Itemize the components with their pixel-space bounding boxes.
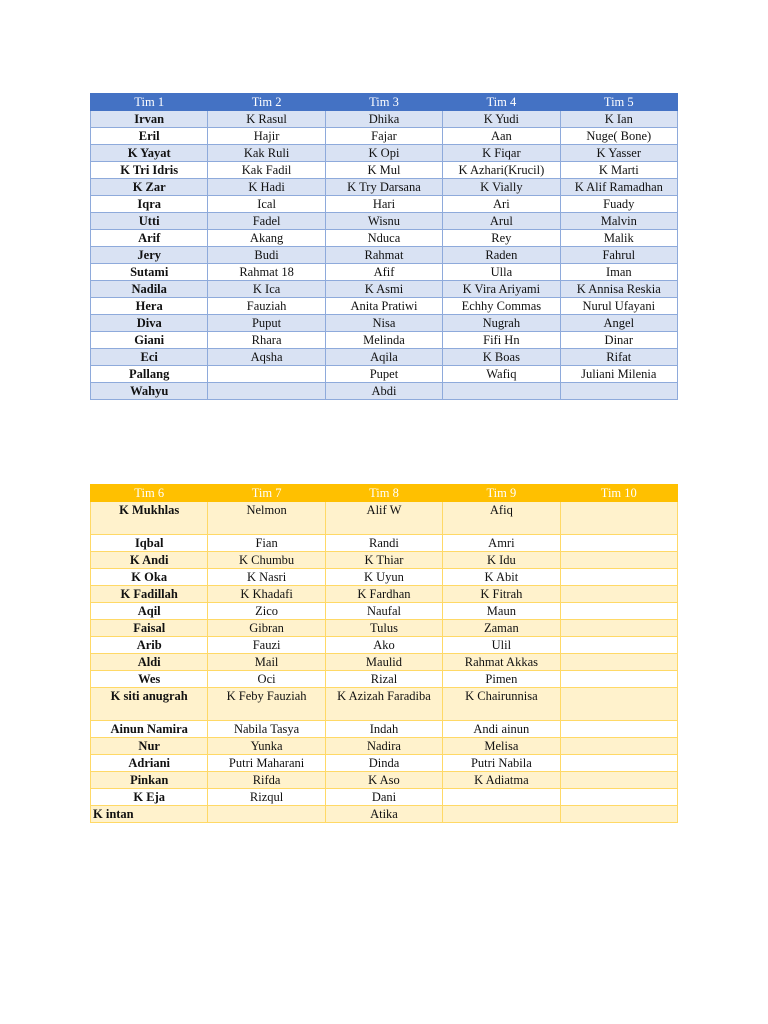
member-cell: Nisa (325, 315, 442, 332)
member-name-cell: Utti (91, 213, 208, 230)
member-cell (560, 586, 677, 603)
header-cell: Tim 5 (560, 94, 677, 111)
member-name-cell: Aqil (91, 603, 208, 620)
member-name-cell: Jery (91, 247, 208, 264)
table-row (91, 128, 678, 145)
member-name-cell: K Tri Idris (91, 162, 208, 179)
member-cell: K Fardhan (325, 586, 442, 603)
table-row (91, 332, 678, 349)
table-row (91, 162, 678, 179)
member-cell (560, 721, 677, 738)
member-cell: K Aso (325, 772, 442, 789)
member-name-cell: Nur (91, 738, 208, 755)
table-row (91, 603, 678, 620)
member-cell: Rifda (208, 772, 325, 789)
member-cell: K Yasser (560, 145, 677, 162)
member-cell: Afiq (443, 502, 560, 535)
member-cell: Hajir (208, 128, 325, 145)
member-cell: Rhara (208, 332, 325, 349)
member-name-cell: Irvan (91, 111, 208, 128)
member-cell: Rahmat 18 (208, 264, 325, 281)
member-cell: Fahrul (560, 247, 677, 264)
member-cell: Echhy Commas (443, 298, 560, 315)
table-row (91, 721, 678, 738)
header-cell: Tim 1 (91, 94, 208, 111)
member-name-cell: Eril (91, 128, 208, 145)
member-cell: Fajar (325, 128, 442, 145)
table-row (91, 213, 678, 230)
table-row (91, 196, 678, 213)
member-cell: Yunka (208, 738, 325, 755)
member-cell: Raden (443, 247, 560, 264)
member-cell: Nuge( Bone) (560, 128, 677, 145)
member-cell: Andi ainun (443, 721, 560, 738)
member-name-cell: Iqra (91, 196, 208, 213)
member-cell (560, 552, 677, 569)
member-cell: Zico (208, 603, 325, 620)
member-cell: Nelmon (208, 502, 325, 535)
member-cell: Gibran (208, 620, 325, 637)
member-cell: K Azizah Faradiba (325, 688, 442, 721)
table-body (91, 111, 678, 400)
member-cell: Rizal (325, 671, 442, 688)
member-cell: K Try Darsana (325, 179, 442, 196)
member-cell: Fauziah (208, 298, 325, 315)
member-name-cell: Arif (91, 230, 208, 247)
member-cell: Ulla (443, 264, 560, 281)
member-cell: K Fiqar (443, 145, 560, 162)
member-name-cell: Pallang (91, 366, 208, 383)
header-row (91, 485, 678, 502)
table-row (91, 569, 678, 586)
member-cell: Wisnu (325, 213, 442, 230)
member-cell (560, 654, 677, 671)
member-cell: Arul (443, 213, 560, 230)
member-cell: Putri Nabila (443, 755, 560, 772)
member-cell: Wafiq (443, 366, 560, 383)
header-cell: Tim 8 (325, 485, 442, 502)
member-cell (560, 755, 677, 772)
member-name-cell: Faisal (91, 620, 208, 637)
member-cell: Rey (443, 230, 560, 247)
table-row (91, 230, 678, 247)
member-cell (208, 366, 325, 383)
member-cell: K Khadafi (208, 586, 325, 603)
member-cell: Tulus (325, 620, 442, 637)
table-row (91, 552, 678, 569)
header-cell: Tim 9 (443, 485, 560, 502)
member-cell: Dinda (325, 755, 442, 772)
member-name-cell: Adriani (91, 755, 208, 772)
member-cell: Nadira (325, 738, 442, 755)
member-cell: Nurul Ufayani (560, 298, 677, 315)
member-cell: K Opi (325, 145, 442, 162)
table-row (91, 179, 678, 196)
member-cell: K Rasul (208, 111, 325, 128)
member-cell (560, 383, 677, 400)
member-cell (560, 671, 677, 688)
member-cell (443, 383, 560, 400)
member-cell: Juliani Milenia (560, 366, 677, 383)
member-cell: Dani (325, 789, 442, 806)
member-cell: Malvin (560, 213, 677, 230)
member-name-cell: Diva (91, 315, 208, 332)
member-name-cell: K Yayat (91, 145, 208, 162)
member-cell: K Fitrah (443, 586, 560, 603)
member-cell: K Boas (443, 349, 560, 366)
member-name-cell: Eci (91, 349, 208, 366)
member-cell: Dhika (325, 111, 442, 128)
member-name-cell: K Zar (91, 179, 208, 196)
member-cell: Rahmat (325, 247, 442, 264)
member-name-cell: K siti anugrah (91, 688, 208, 721)
member-cell: K Marti (560, 162, 677, 179)
member-cell: Rifat (560, 349, 677, 366)
member-name-cell: K Mukhlas (91, 502, 208, 535)
member-name-cell: K Fadillah (91, 586, 208, 603)
member-cell: Oci (208, 671, 325, 688)
member-cell: Ulil (443, 637, 560, 654)
member-cell (560, 603, 677, 620)
member-cell: Rizqul (208, 789, 325, 806)
header-cell: Tim 10 (560, 485, 677, 502)
member-cell: K Ian (560, 111, 677, 128)
member-name-cell: Giani (91, 332, 208, 349)
member-name-cell: K Oka (91, 569, 208, 586)
member-cell: Ari (443, 196, 560, 213)
table-row (91, 637, 678, 654)
member-cell: Fian (208, 535, 325, 552)
member-name-cell: Arib (91, 637, 208, 654)
table-row (91, 502, 678, 535)
team-table-2 (90, 484, 678, 823)
member-cell: Kak Ruli (208, 145, 325, 162)
member-cell (443, 789, 560, 806)
member-cell (560, 738, 677, 755)
member-cell (560, 535, 677, 552)
member-name-cell: Hera (91, 298, 208, 315)
member-cell: Melinda (325, 332, 442, 349)
table-row (91, 806, 678, 823)
member-cell: Fuady (560, 196, 677, 213)
member-cell: K Adiatma (443, 772, 560, 789)
member-name-cell: Pinkan (91, 772, 208, 789)
member-cell: K Vially (443, 179, 560, 196)
member-cell (208, 383, 325, 400)
member-name-cell: K intan (91, 806, 208, 823)
member-cell: Nugrah (443, 315, 560, 332)
table-row (91, 671, 678, 688)
table-row (91, 281, 678, 298)
member-cell: Kak Fadil (208, 162, 325, 179)
member-name-cell: Wahyu (91, 383, 208, 400)
member-cell: K Annisa Reskia (560, 281, 677, 298)
member-cell: Amri (443, 535, 560, 552)
table-row (91, 383, 678, 400)
member-cell: Akang (208, 230, 325, 247)
member-cell: Aqila (325, 349, 442, 366)
member-cell: Malik (560, 230, 677, 247)
member-cell: Putri Maharani (208, 755, 325, 772)
member-cell: Dinar (560, 332, 677, 349)
table-row (91, 111, 678, 128)
member-name-cell: Aldi (91, 654, 208, 671)
member-cell: K Feby Fauziah (208, 688, 325, 721)
member-name-cell: K Eja (91, 789, 208, 806)
table-row (91, 772, 678, 789)
table-row (91, 688, 678, 721)
table-row (91, 620, 678, 637)
member-cell: K Alif Ramadhan (560, 179, 677, 196)
member-cell: Anita Pratiwi (325, 298, 442, 315)
member-cell (560, 806, 677, 823)
table-row (91, 586, 678, 603)
table-row (91, 247, 678, 264)
table-body (91, 502, 678, 823)
member-cell (560, 688, 677, 721)
header-cell: Tim 7 (208, 485, 325, 502)
member-name-cell: Nadila (91, 281, 208, 298)
member-cell: Angel (560, 315, 677, 332)
member-cell: K Abit (443, 569, 560, 586)
member-name-cell: K Andi (91, 552, 208, 569)
member-cell: K Asmi (325, 281, 442, 298)
table-row (91, 535, 678, 552)
member-cell: Randi (325, 535, 442, 552)
member-cell: Pupet (325, 366, 442, 383)
member-cell (560, 637, 677, 654)
member-cell (560, 789, 677, 806)
member-cell (560, 569, 677, 586)
member-cell: Melisa (443, 738, 560, 755)
member-cell: Aan (443, 128, 560, 145)
member-cell (560, 502, 677, 535)
member-cell: Aqsha (208, 349, 325, 366)
member-cell (560, 620, 677, 637)
team-table-1 (90, 93, 678, 400)
member-cell: Rahmat Akkas (443, 654, 560, 671)
member-cell: Alif W (325, 502, 442, 535)
header-cell: Tim 2 (208, 94, 325, 111)
member-name-cell: Iqbal (91, 535, 208, 552)
member-cell: K Chumbu (208, 552, 325, 569)
member-cell: Fauzi (208, 637, 325, 654)
member-cell: Pimen (443, 671, 560, 688)
table-row (91, 755, 678, 772)
member-cell: Indah (325, 721, 442, 738)
member-cell: Iman (560, 264, 677, 281)
member-cell: Naufal (325, 603, 442, 620)
member-cell: Maun (443, 603, 560, 620)
member-cell: Maulid (325, 654, 442, 671)
table-row (91, 654, 678, 671)
member-cell: Zaman (443, 620, 560, 637)
member-name-cell: Sutami (91, 264, 208, 281)
member-cell: K Idu (443, 552, 560, 569)
table-row (91, 145, 678, 162)
member-cell: K Vira Ariyami (443, 281, 560, 298)
member-cell: K Nasri (208, 569, 325, 586)
member-cell: K Ica (208, 281, 325, 298)
member-cell: Atika (325, 806, 442, 823)
member-cell: K Azhari(Krucil) (443, 162, 560, 179)
member-cell: Fadel (208, 213, 325, 230)
member-cell: K Chairunnisa (443, 688, 560, 721)
header-cell: Tim 6 (91, 485, 208, 502)
member-cell: K Hadi (208, 179, 325, 196)
member-cell: Nabila Tasya (208, 721, 325, 738)
member-cell: Afif (325, 264, 442, 281)
member-cell: Hari (325, 196, 442, 213)
table-row (91, 298, 678, 315)
member-cell: K Yudi (443, 111, 560, 128)
header-row (91, 94, 678, 111)
member-cell (560, 772, 677, 789)
member-cell: Puput (208, 315, 325, 332)
member-cell: K Mul (325, 162, 442, 179)
member-cell: Ical (208, 196, 325, 213)
table-row (91, 315, 678, 332)
member-cell: K Uyun (325, 569, 442, 586)
member-cell: Mail (208, 654, 325, 671)
table-row (91, 366, 678, 383)
table-row (91, 738, 678, 755)
member-cell: K Thiar (325, 552, 442, 569)
header-cell: Tim 4 (443, 94, 560, 111)
member-cell: Budi (208, 247, 325, 264)
member-name-cell: Wes (91, 671, 208, 688)
member-cell: Fifi Hn (443, 332, 560, 349)
member-cell: Nduca (325, 230, 442, 247)
member-cell (443, 806, 560, 823)
table-row (91, 349, 678, 366)
member-name-cell: Ainun Namira (91, 721, 208, 738)
member-cell: Ako (325, 637, 442, 654)
header-cell: Tim 3 (325, 94, 442, 111)
member-cell (208, 806, 325, 823)
member-cell: Abdi (325, 383, 442, 400)
table-row (91, 789, 678, 806)
table-row (91, 264, 678, 281)
